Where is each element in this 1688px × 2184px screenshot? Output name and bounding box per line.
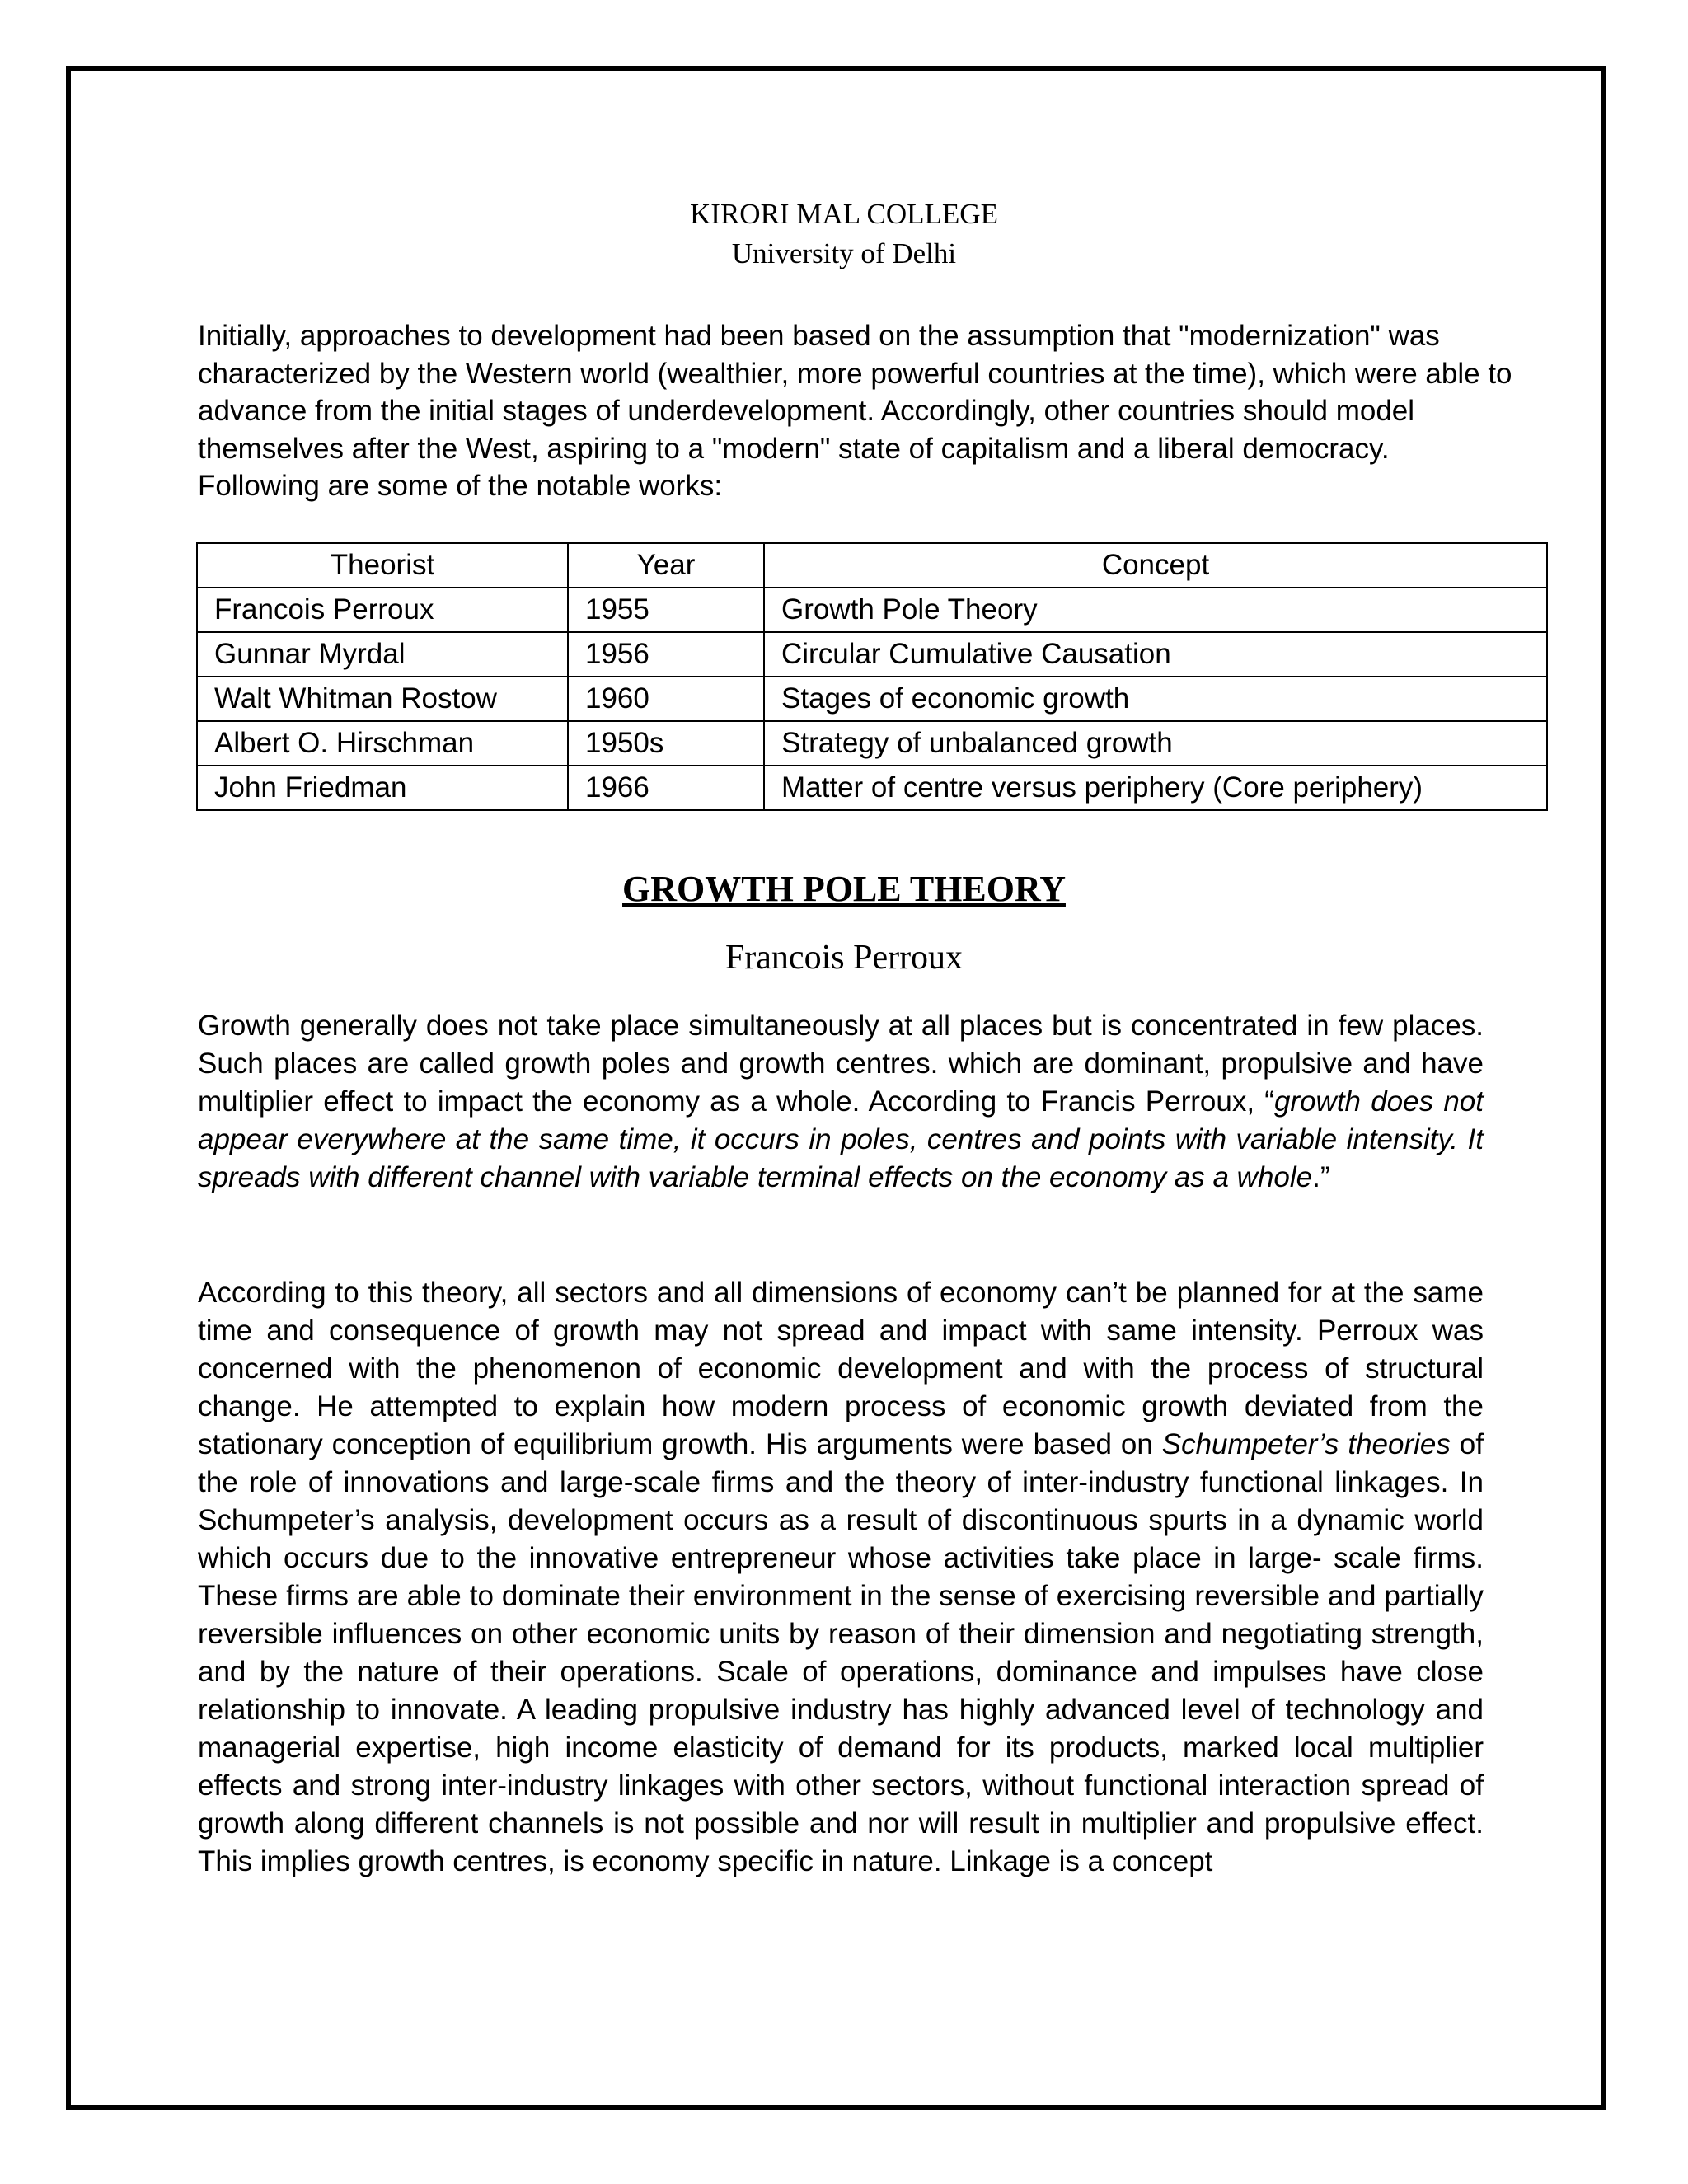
paragraph-theory bbox=[198, 1274, 1484, 1881]
table-row bbox=[197, 632, 1547, 677]
section-title: GROWTH POLE THEORY bbox=[622, 869, 1066, 909]
header-theorist: Theorist bbox=[197, 543, 568, 588]
cell-year: 1950s bbox=[568, 721, 764, 766]
table-row bbox=[197, 721, 1547, 766]
notable-works-table bbox=[196, 542, 1548, 811]
cell-theorist: Francois Perroux bbox=[197, 588, 568, 632]
cell-year: 1960 bbox=[568, 677, 764, 721]
paragraph-text-continued: of the role of innovations and large-scale firms and the theory of inter-industry functional linkages. In Schumpeter’s analysis, development occurs as a result of discontinuous spurts in a dynamic world which occurs due to the innovative entrepreneur whose activities take place in large- scale firms. These firms are able to dominate their environment in the sense of exercising reversible and partially reversible influences on other economic units by reason of their dimension and negotiating strength, and by the nature of their operations. Scale of operations, dominance and impulses have close relationship to innovate. A leading propulsive industry has highly advanced level of technology and managerial expertise, high income elasticity of demand for its products, marked local multiplier effects and strong inter-industry linkages with other sectors, without functional interaction spread of growth along different channels is not possible and nor will result in multiplier and propulsive effect. This implies growth centres, is economy specific in nature. Linkage is a concept bbox=[198, 1428, 1484, 1877]
cell-year: 1956 bbox=[568, 632, 764, 677]
cell-year: 1955 bbox=[568, 588, 764, 632]
paragraph-growth-poles bbox=[198, 1007, 1484, 1197]
table-header-row bbox=[197, 543, 1547, 588]
header-concept: Concept bbox=[764, 543, 1547, 588]
cell-concept: Circular Cumulative Causation bbox=[764, 632, 1547, 677]
cell-concept: Matter of centre versus periphery (Core periphery) bbox=[764, 766, 1547, 810]
paragraph-text: According to this theory, all sectors and all dimensions of economy can’t be planned for at the same time and consequence of growth may not spread and impact with same intensity. Perroux was concerned with the phenomenon of economic development and with the process of structural change. He attempted to explain how modern process of economic growth deviated from the stationary conception of equilibrium growth. His arguments were based on bbox=[198, 1277, 1484, 1460]
header-year: Year bbox=[568, 543, 764, 588]
cell-theorist: Gunnar Myrdal bbox=[197, 632, 568, 677]
paragraph-text: Growth generally does not take place simultaneously at all places but is concentrated in few places. Such places are called growth poles and growth centres. which are dominant, propulsive and have multiplier effect to impact the economy as a whole. According to Francis Perroux, “ bbox=[198, 1010, 1484, 1118]
cell-concept: Strategy of unbalanced growth bbox=[764, 721, 1547, 766]
table-row bbox=[197, 766, 1547, 810]
table-row bbox=[197, 677, 1547, 721]
cell-theorist: Walt Whitman Rostow bbox=[197, 677, 568, 721]
cell-concept: Stages of economic growth bbox=[764, 677, 1547, 721]
cell-theorist: Albert O. Hirschman bbox=[197, 721, 568, 766]
university-name: University of Delhi bbox=[731, 237, 957, 269]
schumpeter-reference: Schumpeter’s theories bbox=[1161, 1428, 1451, 1460]
cell-year: 1966 bbox=[568, 766, 764, 810]
table-row bbox=[197, 588, 1547, 632]
college-name: KIRORI MAL COLLEGE bbox=[690, 198, 998, 230]
cell-theorist: John Friedman bbox=[197, 766, 568, 810]
quote-close: .” bbox=[1312, 1161, 1330, 1193]
perroux-quote: growth does not appear everywhere at the same time, it occurs in poles, centres and points with variable intensity. It spreads with different channel with variable terminal effects on the economy as a whole bbox=[198, 1085, 1484, 1193]
cell-concept: Growth Pole Theory bbox=[764, 588, 1547, 632]
section-author: Francois Perroux bbox=[724, 939, 964, 977]
intro-paragraph: Initially, approaches to development had been based on the assumption that "modernization" was characterized by the Western world (wealthier, more powerful countries at the time), which were able to advance from the initial stages of underdevelopment. Accordingly, other countries should model themselves after the West, aspiring to a "modern" state of capitalism and a liberal democracy. Following are some of the notable works: bbox=[198, 320, 1512, 502]
